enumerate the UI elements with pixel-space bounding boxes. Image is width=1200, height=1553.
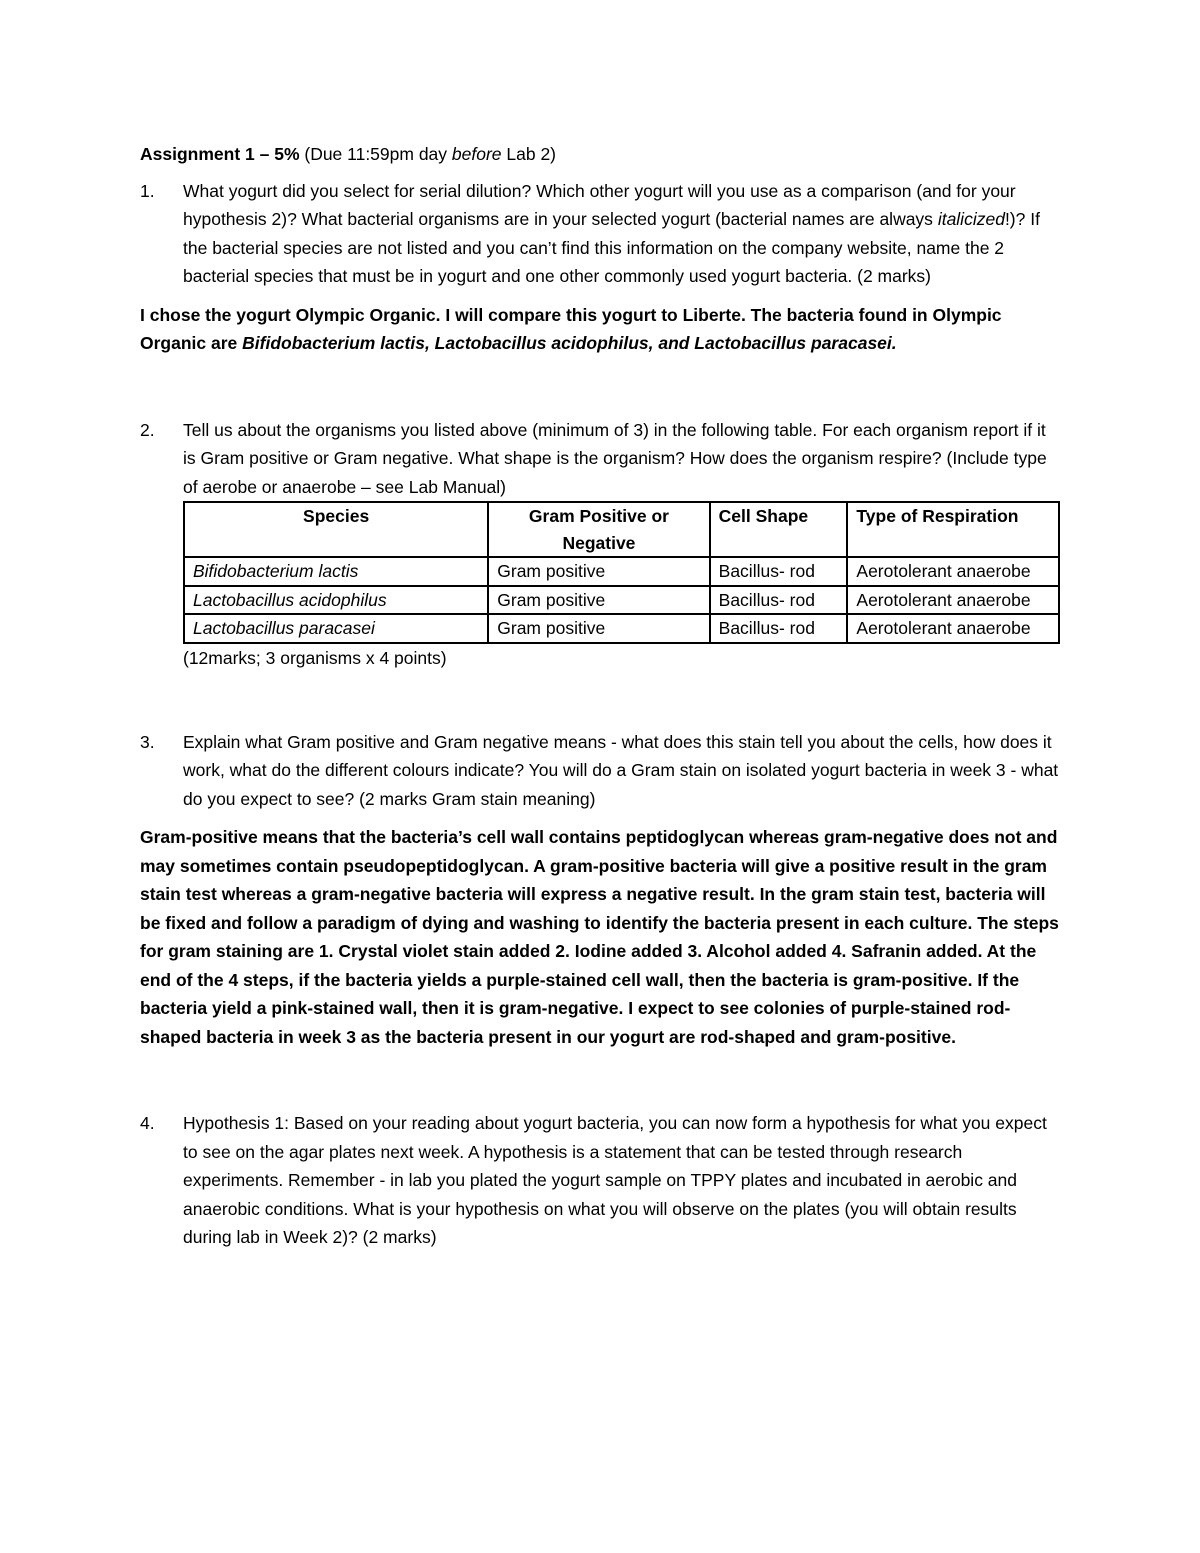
cell-gram: Gram positive <box>488 614 709 643</box>
header-respiration: Type of Respiration <box>847 502 1059 557</box>
answer-3: Gram-positive means that the bacteria’s cell wall contains peptidoglycan whereas gram-negative does not and may sometimes contain pseudopeptidoglycan. A gram-positive bacteria will give a positive result in the gram stain test whereas a gram-negative bacteria will express a negative result. In the gram stain test, bacteria will be fixed and follow a paradigm of dying and washing to identify the bacteria present in each culture. The steps for gram staining are 1. Crystal violet stain added 2. Iodine added 3. Alcohol added 4. Safranin added. At the end of the 4 steps, if the bacteria yields a purple-stained cell wall, then the bacteria is gram-positive. If the bacteria yield a pink-stained wall, then it is gram-negative. I expect to see colonies of purple-stained rod-shaped bacteria in week 3 as the bacteria present in our yogurt are rod-shaped and gram-positive. <box>140 827 1059 1047</box>
title-bold: Assignment 1 – 5% <box>140 144 300 164</box>
cell-shape: Bacillus- rod <box>710 614 848 643</box>
answer-1-text: I chose the yogurt Olympic Organic. I will compare this yogurt to Liberte. The bacteria found in Olympic Organic are <box>140 304 1002 353</box>
cell-shape: Bacillus- rod <box>710 586 848 615</box>
question-1 <box>140 177 1060 291</box>
question-2-text: Tell us about the organisms you listed above (minimum of 3) in the following table. For each organism report if it is Gram positive or Gram negative. What shape is the organism? How does the organism respire? (Include type of aerobe or anaerobe – see Lab Manual) <box>183 419 1047 497</box>
species-name: Lactobacillus paracasei <box>193 618 375 638</box>
cell-respiration: Aerotolerant anaerobe <box>847 557 1059 586</box>
cell-species <box>184 557 488 586</box>
table-row <box>184 614 1059 643</box>
cell-respiration: Aerotolerant anaerobe <box>847 614 1059 643</box>
species-name: Lactobacillus acidophilus <box>193 589 387 610</box>
answer-1-species: Bifidobacterium lactis, Lactobacillus acidophilus, and Lactobacillus paracasei. <box>242 333 897 353</box>
cell-gram: Gram positive <box>488 557 709 586</box>
question-1-text-b: !)? If the bacterial species are not listed and you can’t find this information on the company website, name the 2 bacterial species that must be in yogurt and one other commonly used yogurt bacteria. (2 marks) <box>183 209 1040 286</box>
cell-species <box>184 586 488 615</box>
cell-species <box>184 614 488 643</box>
table-header-row <box>184 502 1059 557</box>
question-4-text: Hypothesis 1: Based on your reading about yogurt bacteria, you can now form a hypothesis for what you expect to see on the agar plates next week. A hypothesis is a statement that can be tested through research experiments. Remember - in lab you plated the yogurt sample on TPPY plates and incubated in aerobic and anaerobic conditions. What is your hypothesis on what you will observe on the plates (you will obtain results during lab in Week 2)? (2 marks) <box>183 1113 1047 1247</box>
question-1-text-a: What yogurt did you select for serial dilution? Which other yogurt will you use as a comparison (and for your hypothesis 2)? What bacterial organisms are in your selected yogurt (bacterial names are always <box>183 180 1016 229</box>
title-italic: before <box>451 144 502 164</box>
table-marks-note: (12marks; 3 organisms x 4 points) <box>183 647 447 668</box>
header-species: Species <box>184 502 488 557</box>
document-content <box>140 140 1060 1252</box>
question-3 <box>140 728 1060 814</box>
question-4 <box>140 1109 1060 1252</box>
question-3-number: 3. <box>140 731 155 752</box>
table-row <box>184 586 1059 615</box>
question-3-text: Explain what Gram positive and Gram negative means - what does this stain tell you about the cells, how does it work, what do the different colours indicate? You will do a Gram stain on isolated yogurt bacteria in week 3 - what do you expect to see? (2 marks Gram stain meaning) <box>183 731 1059 809</box>
title-due-text: (Due 11:59pm day <box>299 144 452 164</box>
title-lab-text: Lab 2) <box>501 144 557 164</box>
question-1-number: 1. <box>140 180 155 201</box>
species-name: Bifidobacterium lactis <box>193 561 359 581</box>
assignment-title <box>140 140 1060 169</box>
header-gram: Gram Positive or Negative <box>488 502 709 557</box>
header-cell-shape: Cell Shape <box>710 502 848 557</box>
table-row <box>184 557 1059 586</box>
cell-gram: Gram positive <box>488 586 709 615</box>
cell-respiration: Aerotolerant anaerobe <box>847 586 1059 615</box>
answer-1 <box>140 301 1060 358</box>
cell-shape: Bacillus- rod <box>710 557 848 586</box>
question-2-number: 2. <box>140 419 155 440</box>
question-1-text <box>183 177 1060 291</box>
question-1-italic: italicized <box>937 209 1005 229</box>
question-4-number: 4. <box>140 1113 155 1133</box>
question-2 <box>140 416 1060 502</box>
organism-table <box>183 501 1060 644</box>
